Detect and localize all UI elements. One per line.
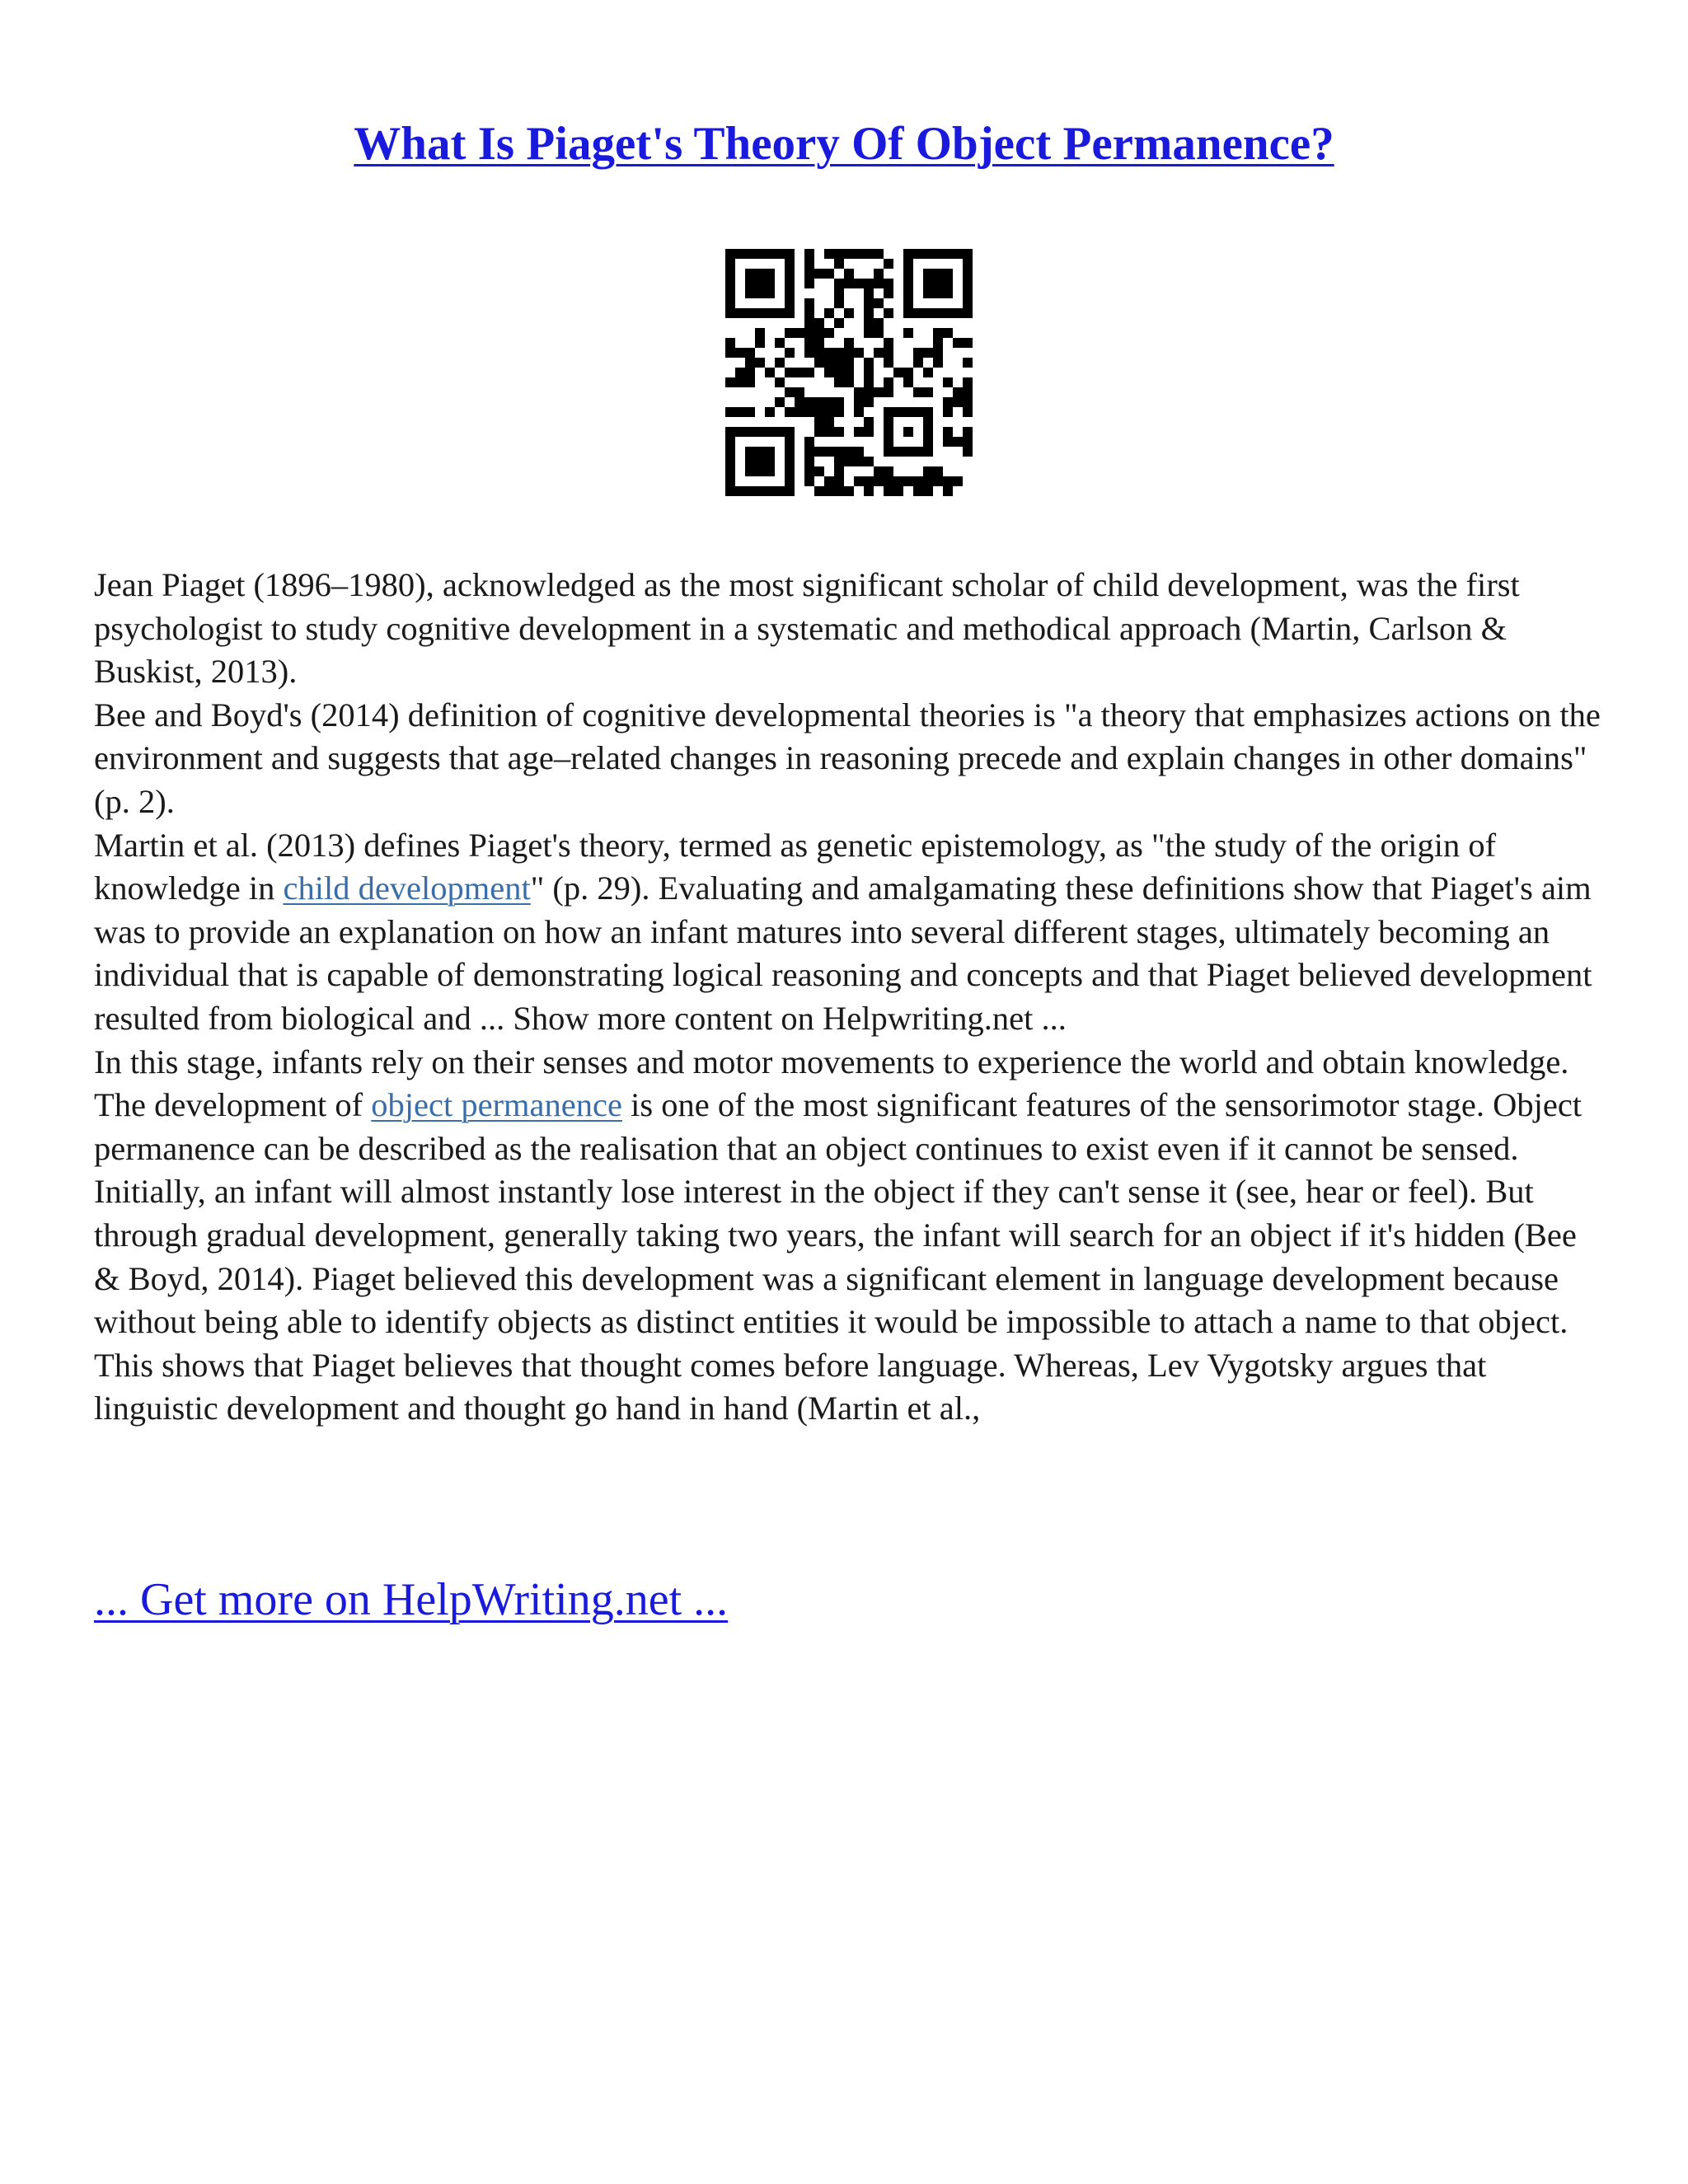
child-development-link[interactable]: child development xyxy=(283,869,531,907)
page-title xyxy=(0,115,1688,173)
paragraph-4-text-before: In this stage, infants rely on their senses and motor movements to experience the world and obtain knowledge. The development of xyxy=(94,1043,1569,1124)
get-more-link[interactable]: ... Get more on HelpWriting.net ... xyxy=(94,1574,729,1625)
paragraph-3-text-after: " (p. 29). Evaluating and amalgamating these definitions show that Piaget's aim was to provide an explanation on how an infant matures into several different stages, ultimately becoming an individual that is capable of demonstrating logical reasoning and concepts and that Piaget believed development resulted from biological and ... Show more content on Helpwriting.net ... xyxy=(94,869,1592,1037)
paragraph-4 xyxy=(94,1041,1602,1431)
paragraph-4-text-after: is one of the most significant features of the sensorimotor stage. Object permanence can be described as the realisation that an object continues to exist even if it cannot be sensed. Initially, an infant will almost instantly lose interest in the object if they can't sense it (see, hear or feel). But through gradual development, generally taking two years, the infant will search for an object if it's hidden (Bee & Boyd, 2014). Piaget believed this development was a significant element in language development because without being able to identify objects as distinct entities it would be impossible to attach a name to that object. This shows that Piaget believes that thought comes before language. Whereas, Lev Vygotsky argues that linguistic development and thought go hand in hand (Martin et al., xyxy=(94,1086,1582,1427)
paragraph-1: Jean Piaget (1896–1980), acknowledged as the most significant scholar of child development, was the first psychologist to study cognitive development in a systematic and methodical approach (Martin, Carlson & Buskist, 2013). xyxy=(94,566,1520,691)
title-link[interactable]: What Is Piaget's Theory Of Object Permanence? xyxy=(354,118,1334,170)
article-body xyxy=(94,564,1602,1431)
get-more-paragraph xyxy=(94,1571,728,1629)
object-permanence-link[interactable]: object permanence xyxy=(371,1086,622,1124)
qr-code-icon xyxy=(725,249,973,496)
paragraph-3 xyxy=(94,824,1602,1041)
paragraph-2: Bee and Boyd's (2014) definition of cognitive developmental theories is "a theory that emphasizes actions on the environment and suggests that age–related changes in reasoning precede and explain changes in other domains" (p. 2). xyxy=(94,696,1601,820)
paragraph-3-text-before: Martin et al. (2013) defines Piaget's theory, termed as genetic epistemology, as "the study of the origin of knowledge in xyxy=(94,826,1497,907)
